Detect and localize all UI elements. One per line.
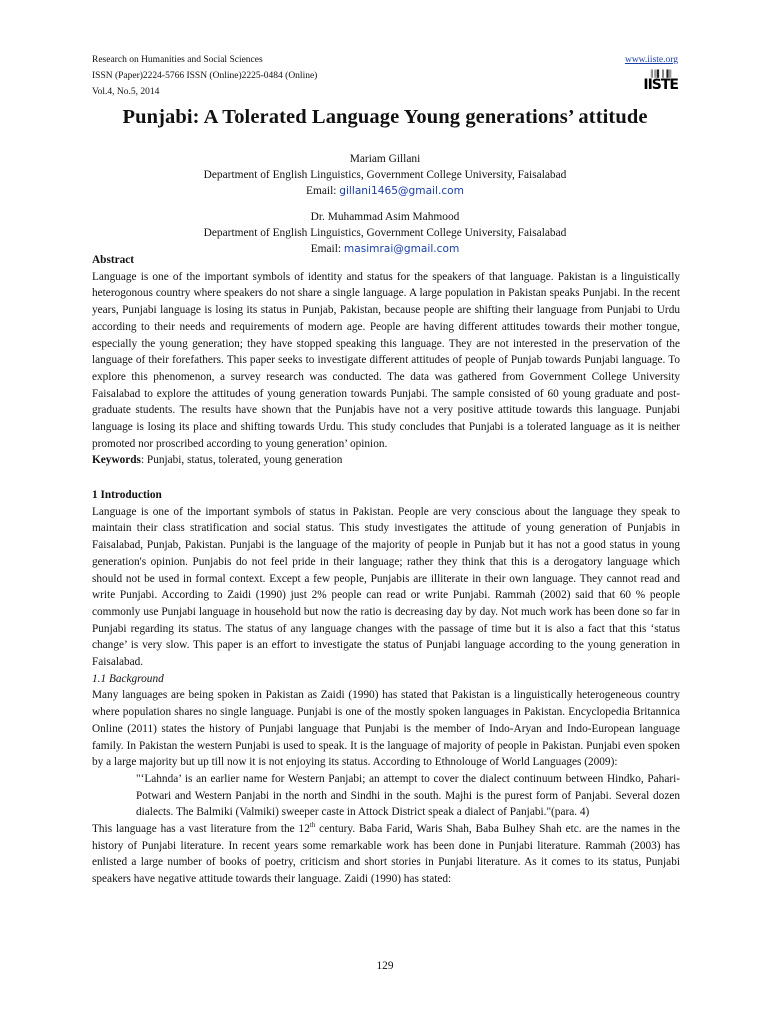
- author-email-link[interactable]: masimrai@gmail.com: [343, 243, 460, 255]
- background-text: Many languages are being spoken in Pakistan as Zaidi (1990) has stated that Pakistan is a linguistically heterogeneous country where population shares no single language. Punjabi is one of the mostly spoken languages in Pakistan. Encyclopedia Britannica Online (2011) states the history of Punjabi language that Punjabi is the member of Indo-Aryan and Indo-European language family. In Pakistan the western Punjabi is used to speak. It is the language of majority of people in Pakistan. Punjabi even spoken by a large majority but up till now it is not enjoying its status. According to Ethnolouge of World Languages (2009):: [92, 689, 680, 769]
- author-name: Mariam Gillani: [349, 153, 421, 165]
- journal-issn: ISSN (Paper)2224-5766 ISSN (Online)2225-0484 (Online): [92, 71, 318, 81]
- author-email-line: Email: masimrai@gmail.com: [310, 243, 460, 255]
- author-email-link[interactable]: gillani1465@gmail.com: [339, 185, 464, 197]
- keywords-line: [92, 452, 680, 469]
- author-block-1: [0, 151, 770, 199]
- journal-header-right: [625, 52, 678, 94]
- logo-wordmark: IISTE: [643, 77, 678, 93]
- introduction-section: [92, 487, 680, 888]
- logo-barcode-icon: ║║▌║▐║: [649, 70, 672, 78]
- website-link[interactable]: www.iiste.org: [624, 55, 678, 65]
- ordinal-superscript: th: [309, 821, 316, 830]
- author-email-line: Email: gillani1465@gmail.com: [306, 185, 464, 197]
- paper-title: Punjabi: A Tolerated Language Young generations’ attitude: [122, 106, 648, 128]
- author-name: Dr. Muhammad Asim Mahmood: [310, 211, 460, 223]
- author-affiliation: Department of English Linguistics, Government College University, Faisalabad: [203, 227, 567, 239]
- background-heading: 1.1 Background: [92, 672, 164, 685]
- author-affiliation: Department of English Linguistics, Government College University, Faisalabad: [203, 169, 567, 181]
- author-block-2: [0, 209, 770, 257]
- abstract-section: [92, 252, 680, 469]
- keywords-text: : Punjabi, status, tolerated, young generation: [140, 454, 343, 467]
- journal-header: [92, 52, 317, 100]
- journal-volume: Vol.4, No.5, 2014: [92, 87, 160, 97]
- background-text-continued: This language has a vast literature from the 12th century. Baba Farid, Waris Shah, Baba Bulhey Shah etc. are the names in the history of Punjabi literature. In recent years some remarkable work has been done in Punjabi literature. Rammah (2003) has enlisted a large number of books of poetry, criticism and short stories in Punjabi literature. As it comes to its status, Punjabi speakers have negative attitude towards their language. Zaidi (1990) has stated:: [92, 821, 680, 886]
- keywords-label: Keywords: [92, 454, 141, 467]
- journal-name: Research on Humanities and Social Sciences: [92, 55, 263, 65]
- introduction-text: Language is one of the important symbols of status in Pakistan. People are very conscious about the language they speak to maintain their class stratification and social status. This study investigates the attitude of young generation of Punjabis in Faisalabad, Punjab, Pakistan. Punjabi is the language of the majority of people in Punjab but it has not a good status in young generation's opinion. Punjabis do not feel pride in their language; rather they think that this is a derogatory language which should not be used in formal context. Except a few people, Punjabis are illiterate in their own language. They cannot read and write Punjabi. According to Zaidi (1990) just 2% people can read or write Punjabi. Rammah (2002) said that 60 % people commonly use Punjabi language in household but now the ratio is decreasing day by day. Not much work has been done so far in Punjabi regarding its status. The status of any language changes with the passage of time but it is also a fact that this ‘status change’ is very slow. This paper is an effort to investigate the status of Punjabi language according to the young generation in Faisalabad.: [92, 505, 680, 669]
- iiste-logo: [643, 71, 678, 92]
- abstract-heading: Abstract: [92, 254, 135, 266]
- page-number: 129: [376, 960, 394, 972]
- block-quote: "‘Lahnda’ is an earlier name for Western Panjabi; an attempt to cover the dialect continuum between Hindko, Pahari-Potwari and Western Panjabi in the north and Sindhi in the south. Majhi is the purest form of Panjabi. Several dozen dialects. The Balmiki (Valmiki) sweeper caste in Attock District speak a dialect of Panjabi."(para. 4): [136, 772, 680, 819]
- introduction-heading: 1 Introduction: [92, 489, 162, 501]
- abstract-text: Language is one of the important symbols of identity and status for the speakers of that language. Pakistan is a linguistically heterogonous country where speakers do not share a single language. A large population in Pakistan speaks Punjabi. In the recent years, Punjabi language is losing its status in Punjab, Pakistan, because people are shifting their language from Punjabi to Urdu according to their needs and requirements of modern age. People are having different attitudes towards their mother tongue, especially the young generation; they have stopped speaking this language. They are not interested in the preservation of the language of their forefathers. This paper seeks to investigate different attitudes of people of Punjab towards Punjabi language. To explore this phenomenon, a survey research was conducted. The data was gathered from Government College University Faisalabad to explore the attitudes of young generation towards Punjabi. The sample consisted of 60 young graduate and post-graduate students. The results have shown that the Punjabis have not a very positive attitude towards this language. Punjabi language is losing its place and shifting towards Urdu. This study concludes that Punjabi is a tolerated language as it is neither promoted nor proscribed according to young generation’ opinion.: [92, 270, 680, 450]
